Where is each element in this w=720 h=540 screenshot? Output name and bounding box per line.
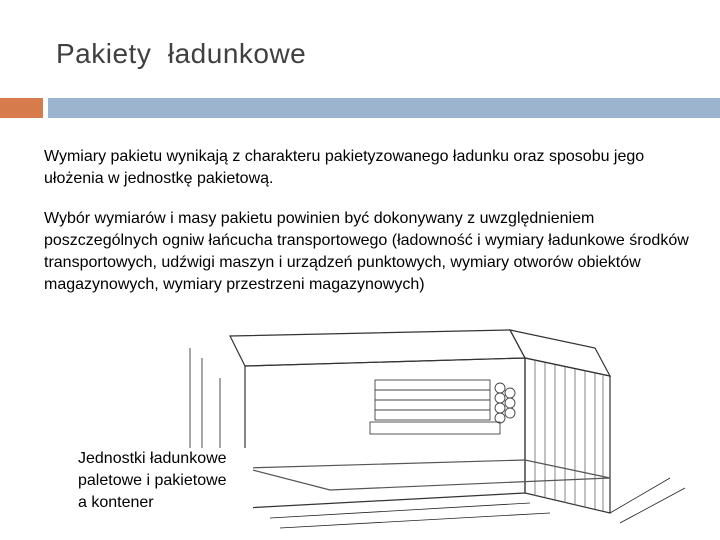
title-rule-bar (48, 98, 720, 118)
paragraph-1: Wymiary pakietu wynikają z charakteru pakietyzowanego ładunku oraz sposobu jego ułożenia w jednostkę pakietową. (44, 148, 645, 187)
title-accent-bar (0, 98, 43, 118)
figure-caption (78, 448, 253, 514)
slide-title: Pakiety ładunkowe (56, 38, 307, 69)
caption-line-2: paletowe i pakietowe (78, 472, 227, 489)
caption-line-3: a kontener (78, 494, 154, 511)
paragraph-2: Wybór wymiarów i masy pakietu powinien być dokonywany z uwzględnieniem poszczególnych ogniw łańcucha transportowego (ładowność i wymiary ładunkowe środków transportowych, udźwigi maszyn i urządzeń punktowych, wymiary otworów obiektów magazynowych, wymiary przestrzeni magazynowych) (44, 210, 689, 293)
caption-line-1: Jednostki ładunkowe (78, 450, 227, 467)
